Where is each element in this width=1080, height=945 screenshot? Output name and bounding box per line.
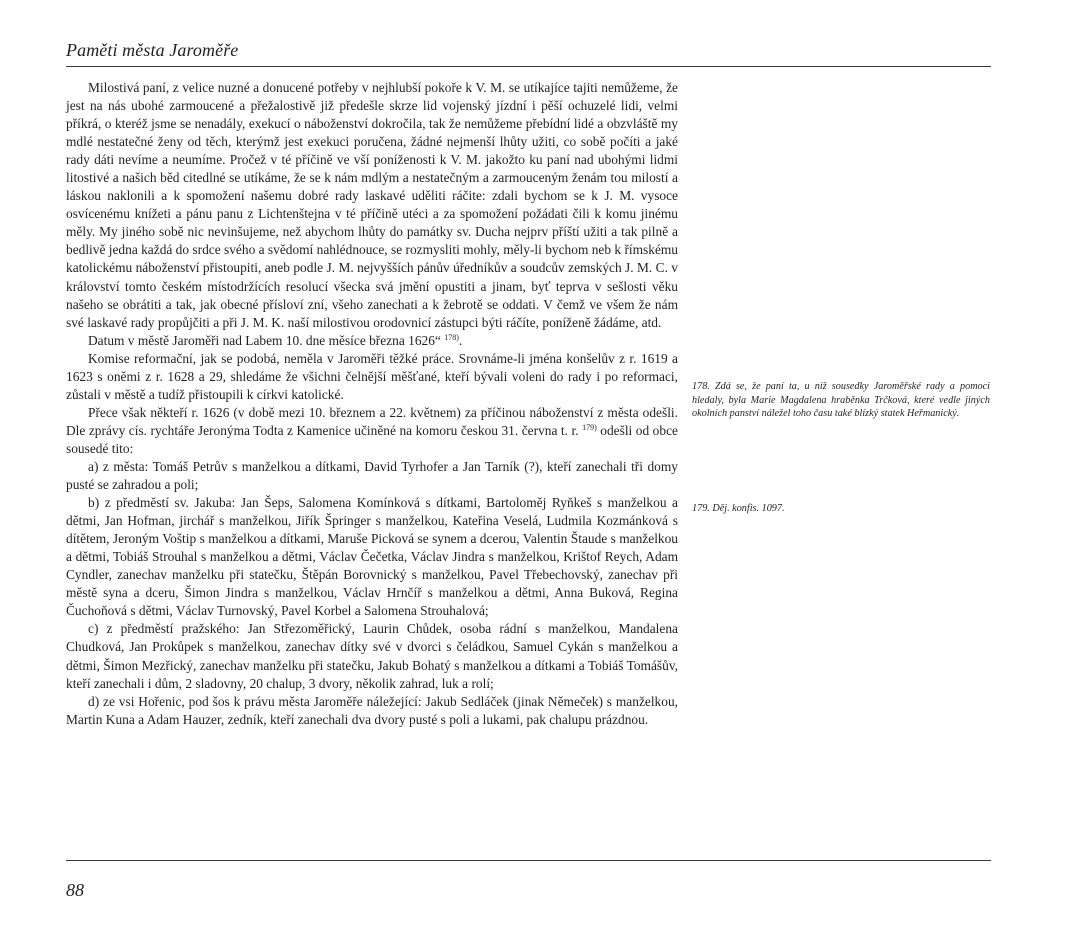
emigrants-intro-tail: odešli od obce sousedé tito: [66, 422, 678, 456]
list-item-horenice-village: d) ze vsi Hořenic, pod šos k právu města Jaroměře náležející: Jakub Sedláček (jinak Němeček) s manželkou, Martin Kuna a Adam Hauzer, zedník, kteří zanechali dva dvory pusté s poli a lukami, pak chalupu prázdnou. [66, 693, 678, 727]
emigrants-intro-paragraph [66, 404, 678, 458]
header-rule [66, 66, 991, 67]
main-text-column [66, 79, 678, 729]
footer-rule [66, 860, 991, 861]
list-item-prague-suburb: c) z předměstí pražského: Jan Střezoměřický, Laurin Chůdek, osoba rádní s manželkou, Mandalena Chudková, Jan Prokůpek s manželkou, zanechav dítky své v dvorci s čeládkou, Samuel Cykán s manželkou a dětmi, Šimon Mezřický, zanechav manželku při statečku, Jakub Bohatý s manželkou a dítkami a Tobiáš Tomášův, kteří zanechali i dům, 2 sladovny, 20 chalup, 3 dvory, několik zahrad, luk a rolí; [66, 621, 678, 691]
list-item-town: a) z města: Tomáš Petrův s manželkou a dítkami, David Tyrhofer a Jan Tarník (?), kteří zanechali tři domy pusté se zahradou a poli; [66, 458, 678, 493]
letter-date-text: Datum v městě Jaroměři nad Labem 10. dne měsíce března 1626“ [88, 332, 441, 348]
letter-date-paragraph [66, 332, 678, 350]
page-number: 88 [66, 880, 84, 900]
letter-paragraph: Milostivá paní, z velice nuzné a donucené potřeby v nejhlubší pokoře k V. M. se utíkajíce tajiti nemůžeme, že jest na nás ubohé zarmoucené a přežalostivě již předešle skrze lid vojenský jízdní i pěší ochuzelé lidi, velmi příkrá, o kteréž jsme se nenadály, exekucí o náboženství dokročila, tak že nemůžeme přebídní lidé a obzvláště my mdlé nestatečné ženy od těch, kterýmž jest exekuci poručena, žádné nejmenší lhůty užiti, co sobě počíti a jaké rady dáti nevíme a neumíme. Pročež v té příčině ve vší poníženosti k V. M. jakožto ku paní nad ubohými lidmi litostivé a našich běd citedlné se utíkáme, že se k nám mdlým a nestatečným a zarmouceným ženám tou milostí a láskou naklonili a k spomožení našemu dobré rady laskavé uděliti ráčite: zdali bychom se k J. M. vysoce osvícenému knížeti a pánu panu z Lichtenštejna v té příčině utéci a za spomožení požádati čili k komu jinému měly. My jiného sobě nic nevinšujeme, než abychom lhůty do památky sv. Ducha nejprv příští užiti a tak pilně a bedlivě jedna každá do srdce svého a svědomí nahlédnouce, se rozmysliti mohly, měly-li bychom neb k římskému katolickému náboženství přistoupiti, aneb podle J. M. nejvyšších pánův úředníkův a soudcův zemských J. M. C. v království tomto českém místodržících resolucí všecka svá jmění opustiti a jinam, byť teprva v sešlosti věku našeho se obrátiti a tak, jak obecné přísloví zní, všeho zanechati a k žebrotě se oddati. V čemž ve všem že nám své laskavé rady propůjčiti a při J. M. K. naší milostivou orodovnicí zástupci býti ráčíte, poníženě žádáme, atd. [66, 80, 678, 330]
footnote-179: 179. Děj. konfis. 1097. [692, 503, 785, 514]
list-item-st-jakub-suburb: b) z předměstí sv. Jakuba: Jan Šeps, Salomena Komínková s dítkami, Bartoloměj Ryňkeš s manželkou a dětmi, Jan Hofman, jirchář s manželkou, Jiřík Špringer s manželkou, Kateřina Veselá, Ludmila Kozmánková s dítětem, Jeroným Voštip s manželkou a dítkami, Maruše Picková se synem a dcerou, Valentin Štaude s manželkou a dětmi, Tobiáš Strouhal s manželkou a dětmi, Václav Čečetka, Václav Jindra s manželkou, Krištof Reych, Adam Cyndler, zanechav manželku při statečku, Štěpán Borovnický s manželkou, Pavel Třebechovský, zanechav při městě syna a dceru, Šimon Jindra s manželkou, Václav Hrnčíř s manželkou a dětmi, Anna Buková, Regina Čuchoňová s dětmi, Václav Turnovský, Pavel Korbel a Salomena Strouhalová; [66, 495, 678, 619]
footnote-178: 178. Zdá se, že paní ta, u níž sousedky Jaroměřské rady a pomoci hledaly, byla Marie Magdalena hraběnka Trčková, které vedle jiných okolních panství náležel toho času také blízký statek Heřmanický. [692, 381, 990, 420]
footnote-ref-179: 179) [582, 422, 597, 432]
footnote-ref-178: 178) [444, 332, 459, 342]
running-title: Paměti města Jaroměře [66, 40, 239, 60]
emigrants-intro-text: Přece však někteří r. 1626 (v době mezi 10. březnem a 22. květnem) za příčinou náboženství z města odešli. Dle zprávy cís. rychtáře Jeronýma Todta z Kamenice učiněné na komoru českou 31. června t. r. [66, 404, 678, 438]
commission-paragraph: Komise reformační, jak se podobá, neměla v Jaroměři těžké práce. Srovnáme-li jména konšelův z r. 1619 a 1623 s oněmi z r. 1628 a 29, shledáme že všichni čelnější měšťané, kteří bývali voleni do rady i po reformaci, zůstali v městě a tudíž přistoupili k církvi katolické. [66, 350, 678, 402]
letter-date-end: . [458, 332, 463, 348]
